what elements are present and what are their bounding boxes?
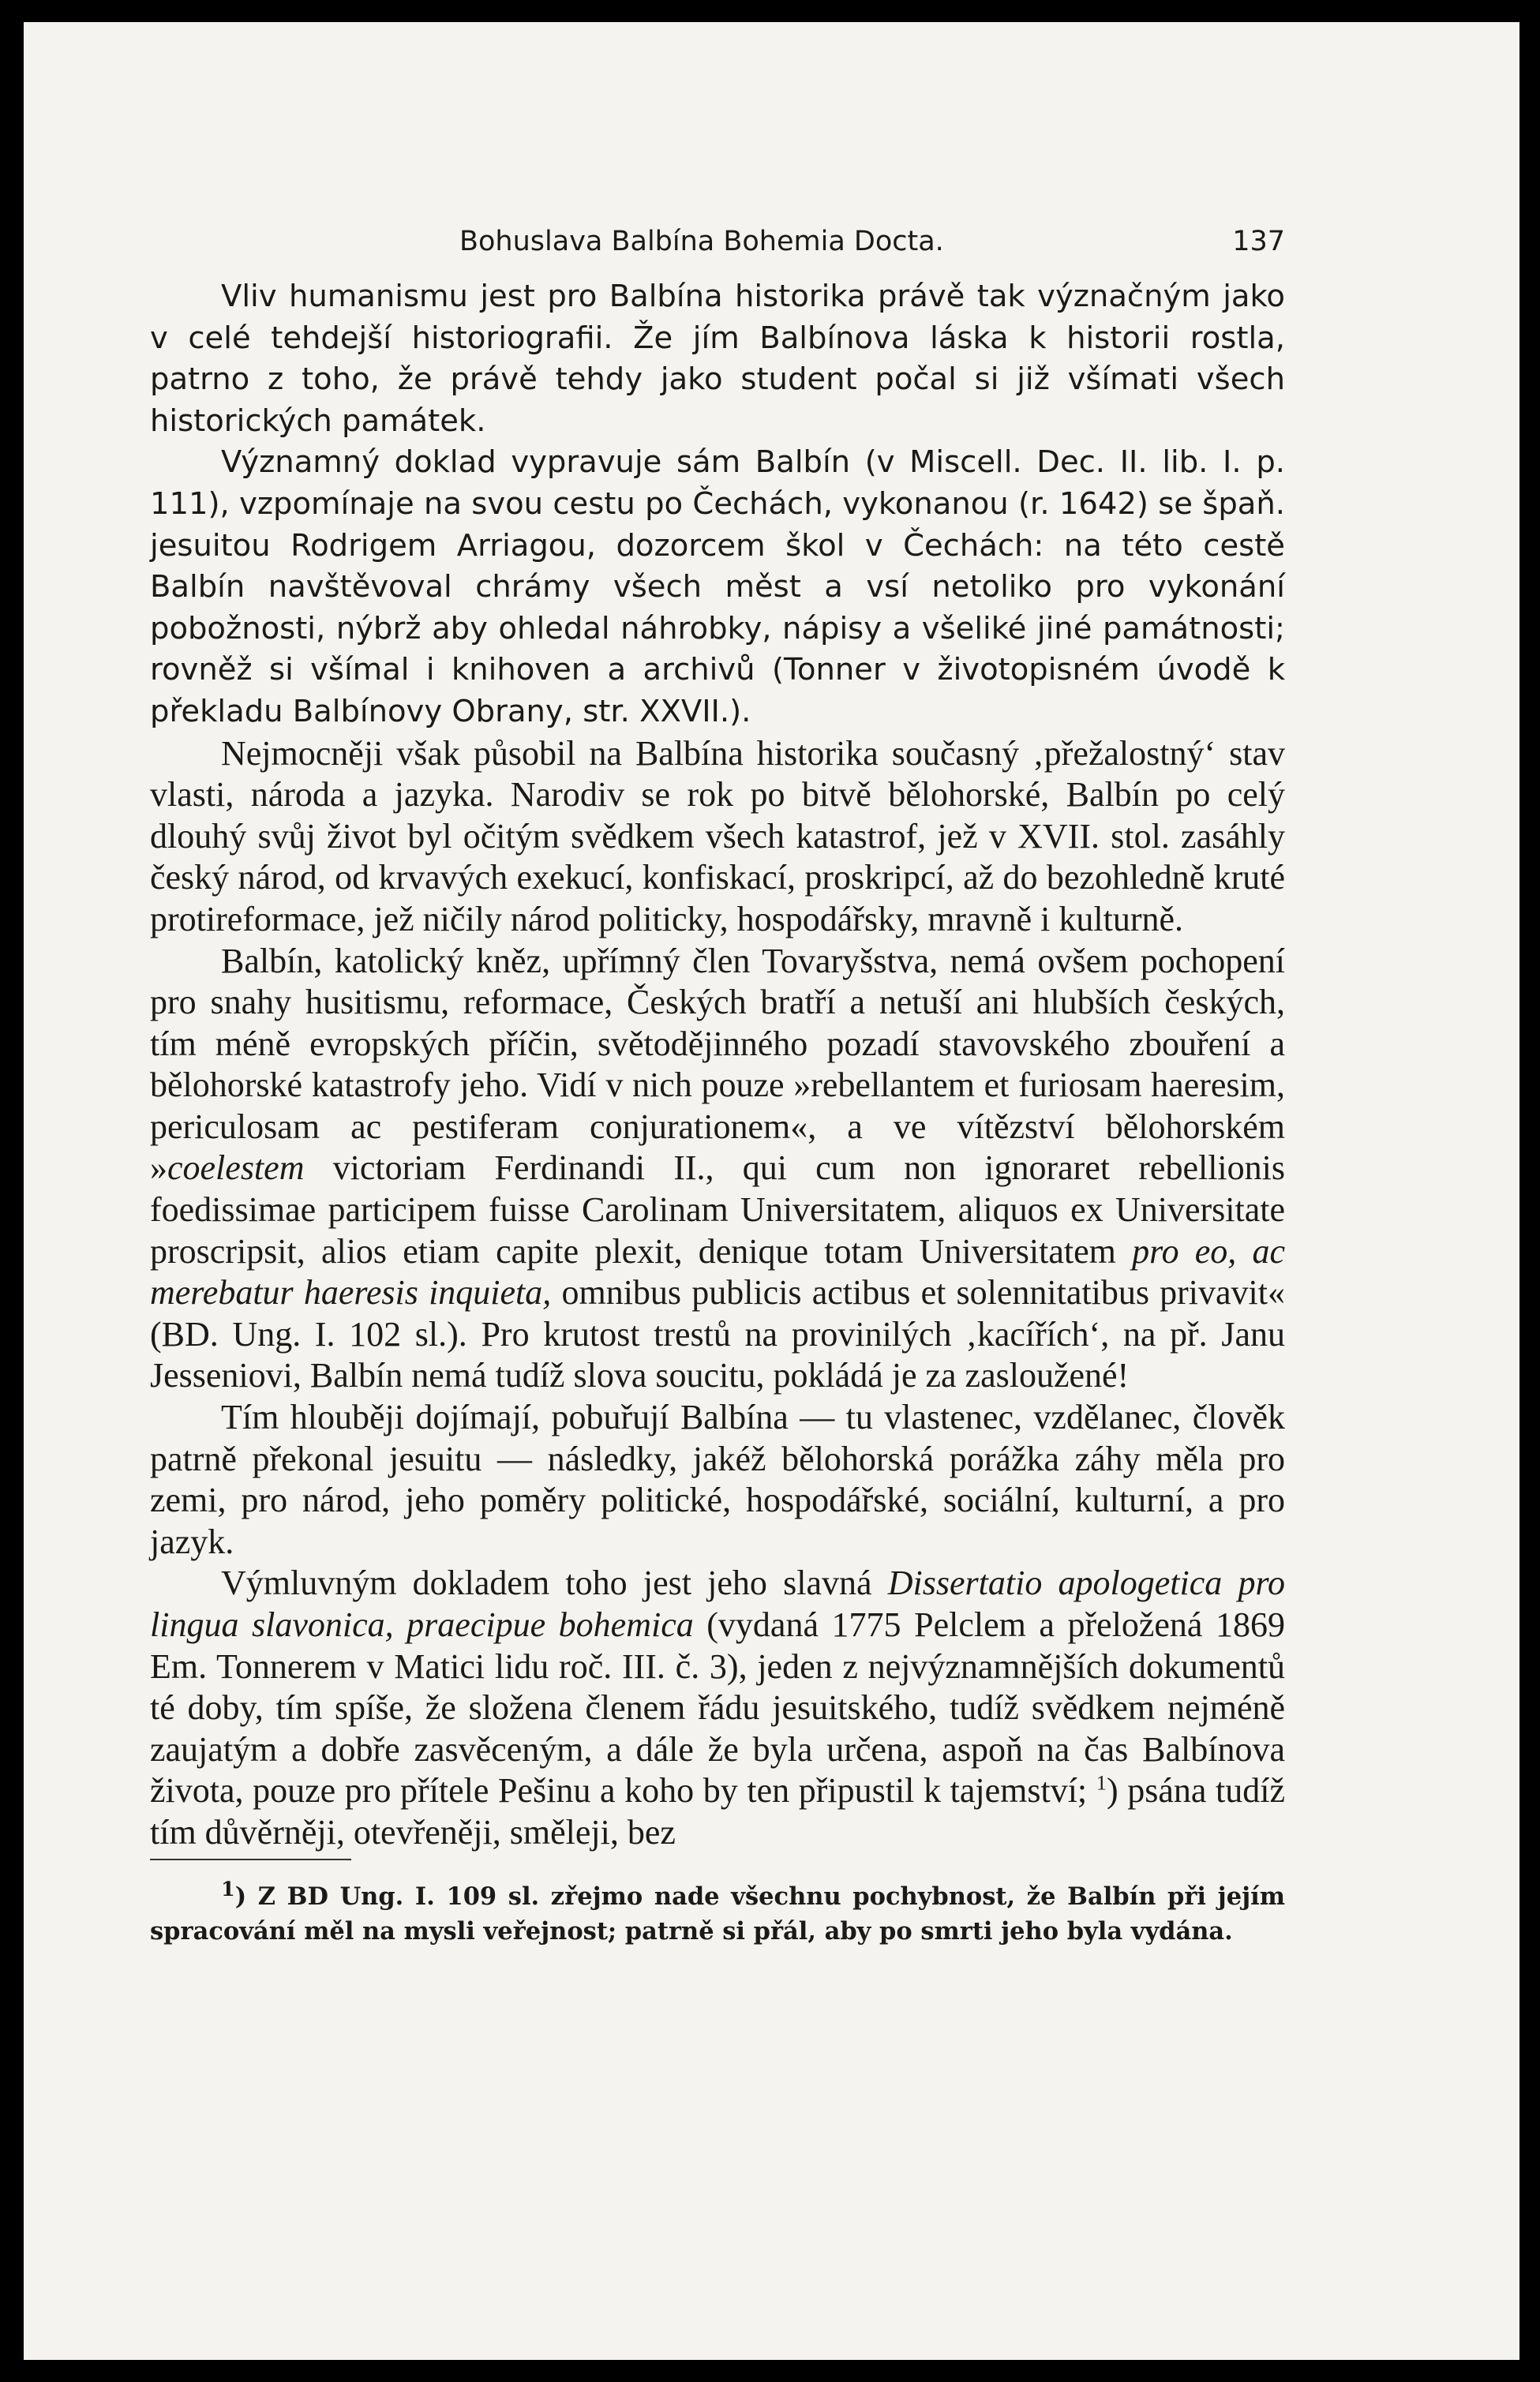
paragraph-6-part-1: Výmluvným dokladem toho jest jeho slavná [221, 1564, 888, 1603]
page-number: 137 [1232, 226, 1285, 257]
footnote [150, 1871, 1285, 1949]
book-page [24, 22, 1519, 2360]
paragraph-4-part-1: Balbín, katolický kněz, upřímný člen Tovaryšstva, nemá ovšem pochopení pro snahy husitismu, reformace, Českých bratří a netuší ani hlubších českých, tím méně evropských příčin, světodějinného pozadí stavovského zbouření a bělohorské katastrofy jeho. Vidí v nich pouze »rebellantem et furiosam haeresim, periculosam ac pestiferam conjurationem«, a ve vítězství bělohorském » [150, 941, 1285, 1188]
footnote-text: ) Z BD Ung. I. 109 sl. zřejmo nade všechnu pochybnost, že Balbín při jejím spracování měl na mysli veřejnost; patrně si přál, aby po smrti jeho byla vydána. [150, 1882, 1285, 1946]
running-title: Bohuslava Balbína Bohemia Docta. [459, 226, 944, 257]
paragraph-6-italic-title: Dissertatio apologetica pro lingua slavonica, praecipue bohemica [150, 1564, 1285, 1644]
paragraph-4-italic-2: pro eo, ac merebatur haeresis inquieta, [150, 1231, 1285, 1313]
paragraph-6-part-3: ) psána tudíž tím důvěrněji, otevřeněji, směleji, bez [150, 1771, 1286, 1852]
paragraph-4-part-2: victoriam Ferdinandi II., qui cum non ignoraret rebellionis foedissimae participem fuisse Carolinam Universitatem, aliquos ex Universitate proscripsit, alios etiam capite plexit, denique totam Universitatem [150, 1148, 1285, 1271]
paragraph-4-part-3: omnibus publicis actibus et solennitatibus privavit« (BD. Ung. I. 102 sl.). Pro krutost trestů na provinilých ‚kacířích‘, na př. Janu Jesseniovi, Balbín nemá tudíž slova soucitu, pokládá je za zasloužené! [150, 1273, 1285, 1395]
paragraph-4-italic-1: coelestem [167, 1148, 305, 1188]
paragraph-3: Nejmocněji však působil na Balbína historika současný ‚přežalostný‘ stav vlasti, národa a jazyka. Narodiv se rok po bitvě bělohorské, Balbín po celý dlouhý svůj život byl očitým svědkem všech katastrof, jež v XVII. stol. zasáhly český národ, od krvavých exekucí, konfiskací, proskripcí, až do bezohledně kruté protireformace, jež ničily národ politicky, hospodářsky, mravně i kulturně. [150, 733, 1285, 938]
paragraph-2: Významný doklad vypravuje sám Balbín (v Miscell. Dec. II. lib. I. p. 111), vzpomínaje na svou cestu po Čechách, vykonanou (r. 1642) se špaň. jesuitou Rodrigem Arriagou, dozorcem škol v Čechách: na této cestě Balbín navštěvoval chrámy všech měst a vsí netoliko pro vykonání pobožnosti, nýbrž aby ohledal náhrobky, nápisy a všeliké jiné památnosti; rovněž si všímal i knihoven a archivů (Tonner v životopisném úvodě k překladu Balbínovy Obrany, str. XXVII.). [150, 444, 1285, 729]
paragraph-1: Vliv humanismu jest pro Balbína historika právě tak význačným jako v celé tehdejší historiografii. Že jím Balbínova láska k historii rostla, patrno z toho, že právě tehdy jako student počal si již všímati všech historických památek. [150, 279, 1285, 439]
body-text [150, 276, 1285, 1854]
footnote-rule [150, 1859, 351, 1860]
page-header [150, 215, 1285, 270]
footnote-marker: 1 [221, 1876, 235, 1901]
paragraph-6 [150, 1563, 1285, 1853]
paragraph-6-part-2: (vydaná 1775 Pelclem a přeložená 1869 Em. Tonnerem v Matici lidu roč. III. č. 3), jeden z nejvýznamnějších dokumentů té doby, tím spíše, že složena členem řádu jesuitského, tudíž svědkem nejméně zaujatým a dobře zasvěceným, a dále že byla určena, aspoň na čas Balbínova života, pouze pro přítele Pešinu a koho by ten připustil k tajemství; [150, 1605, 1286, 1811]
page-content [150, 215, 1285, 1949]
paragraph-4 [150, 941, 1285, 1398]
footnote-reference: 1 [1096, 1770, 1107, 1795]
paragraph-5: Tím hlouběji dojímají, pobuřují Balbína — tu vlastenec, vzdělanec, člověk patrně překonal jesuitu — následky, jakéž bělohorská porážka záhy měla pro zemi, pro národ, jeho poměry politické, hospodářské, sociální, kulturní, a pro jazyk. [150, 1398, 1285, 1561]
